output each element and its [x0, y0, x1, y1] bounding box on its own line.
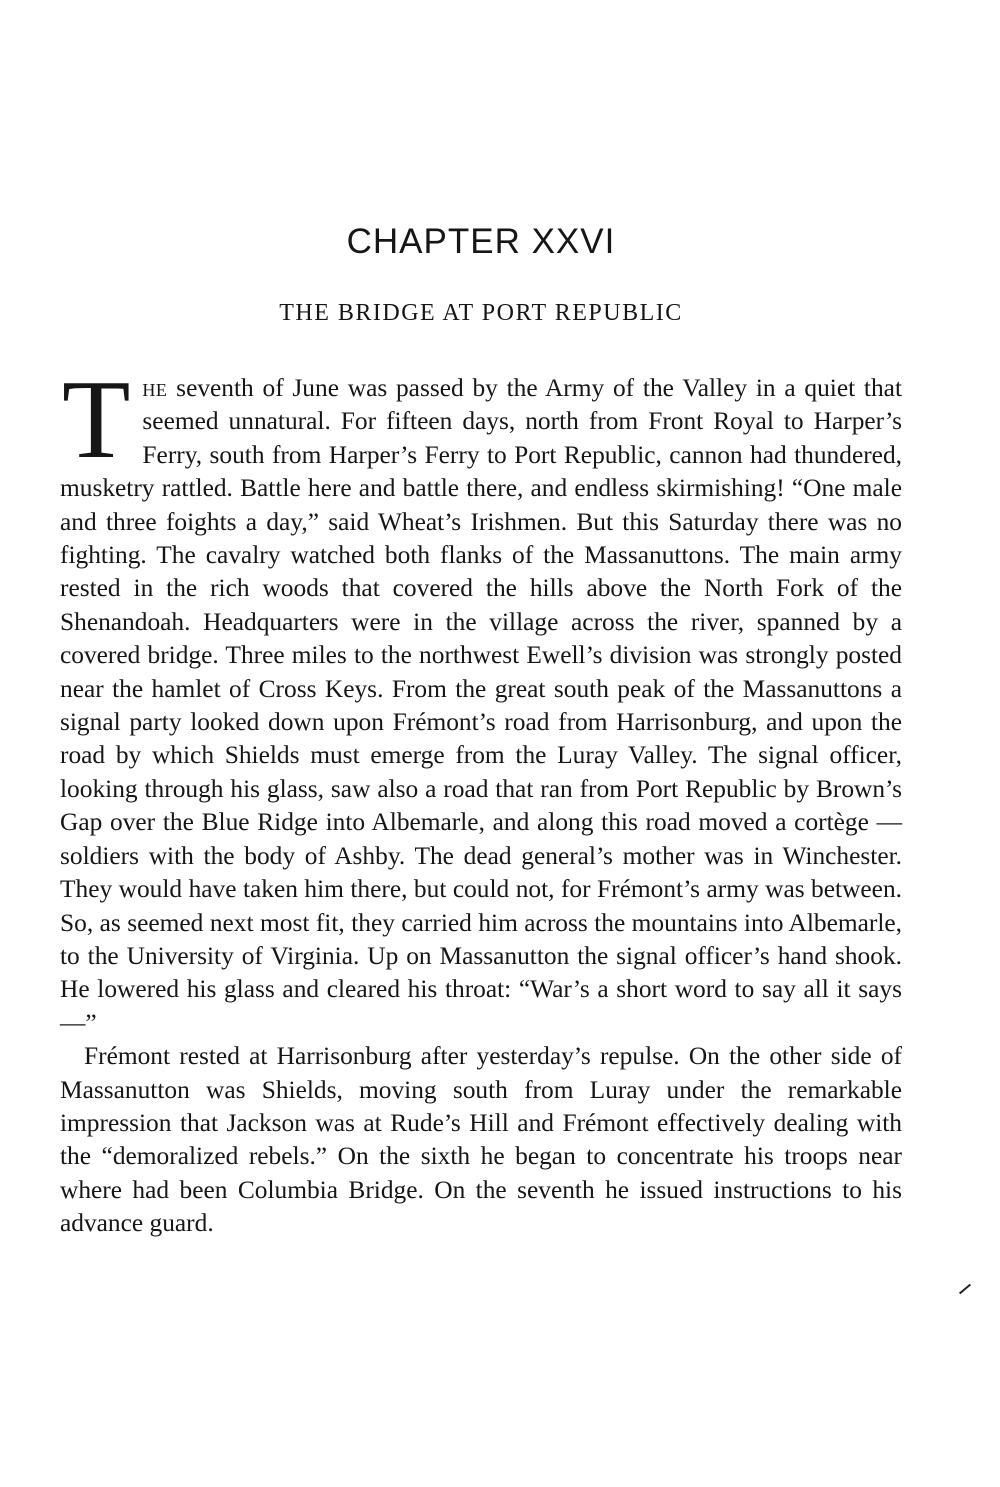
chapter-body: [60, 358, 902, 1241]
book-page: [60, 0, 902, 1487]
margin-pencil-mark: [959, 1284, 971, 1295]
paragraph-1: [60, 358, 902, 1040]
drop-cap-letter: T: [62, 358, 131, 482]
paragraph-2: [60, 1040, 902, 1240]
paragraph-2-text: Frémont rested at Harrisonburg after yesterday’s repulse. On the other side of Massanutton was Shields, moving south from Luray under the remarkable impression that Jackson was at Rude’s Hill and Frémont effectively dealing with the “demoralized rebels.” On the sixth he began to concentrate his troops near where had been Columbia Bridge. On the seventh he issued instructions to his advance guard.: [60, 1042, 902, 1238]
paragraph-1-text: seventh of June was passed by the Army of the Valley in a quiet that seemed unnatural. For fifteen days, north from Front Royal to Harper’s Ferry, south from Harper’s Ferry to Port Republic, cannon had thundered, musketry rattled. Battle here and battle there, and endless skirmishing! “One male and three foights a day,” said Wheat’s Irishmen. But this Saturday there was no fighting. The cavalry watched both flanks of the Massanuttons. The main army rested in the rich woods that covered the hills above the North Fork of the Shenandoah. Headquarters were in the village across the river, spanned by a covered bridge. Three miles to the northwest Ewell’s division was strongly posted near the hamlet of Cross Keys. From the great south peak of the Massanuttons a signal party looked down upon Frémont’s road from Harrisonburg, and upon the road by which Shields must emerge from the Luray Valley. The signal officer, looking through his glass, saw also a road that ran from Port Republic by Brown’s Gap over the Blue Ridge into Albemarle, and along this road moved a cortège — soldiers with the body of Ashby. The dead general’s mother was in Winchester. They would have taken him there, but could not, for Frémont’s army was between. So, as seemed next most fit, they carried him across the mountains into Albemarle, to the University of Virginia. Up on Massanutton the signal officer’s hand shook. He lowered his glass and cleared his throat: “War’s a short word to say all it says —”: [60, 374, 902, 1037]
chapter-subtitle: THE BRIDGE AT PORT REPUBLIC: [279, 300, 683, 326]
chapter-title: CHAPTER XXVI: [346, 222, 616, 261]
lead-in-smallcaps: he: [142, 374, 168, 402]
